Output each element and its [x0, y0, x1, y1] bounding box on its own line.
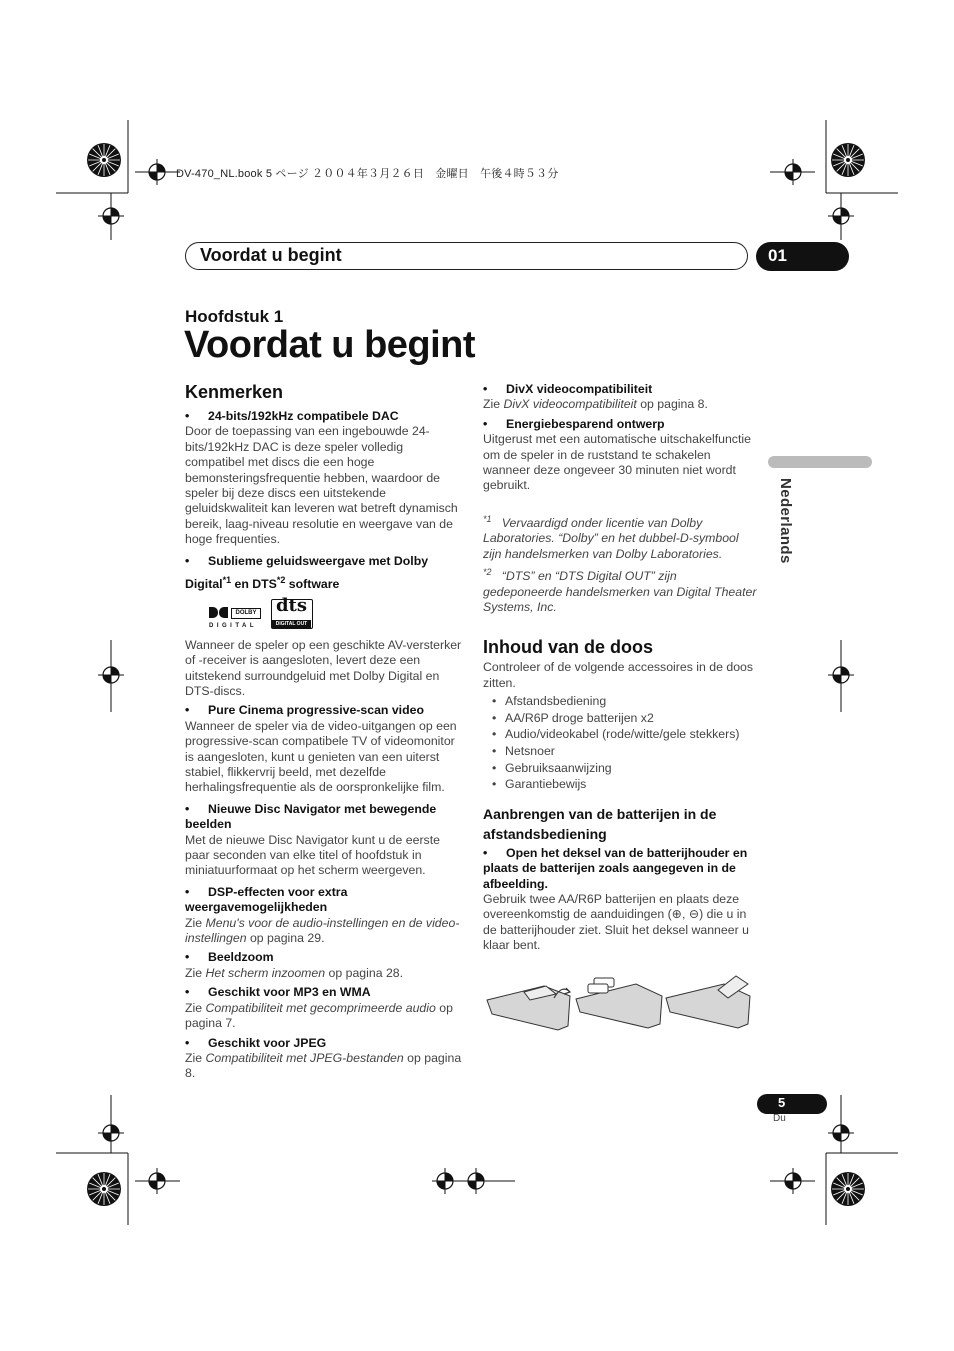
header-title: Voordat u begint — [200, 245, 342, 265]
feature-title: • Geschikt voor MP3 en WMA — [185, 985, 371, 1000]
list-item: • Gebruiksaanwijzing — [492, 760, 612, 775]
language-tab — [768, 456, 872, 468]
feature-body: Uitgerust met een automatische uitschakelfunctie om de speler in de ruststand te schakelen wanneer deze ongeveer 30 minuten niet wordt gebruikt. — [483, 432, 751, 493]
dts-logo: dts DIGITAL OUT — [271, 599, 313, 629]
list-item: • Netsnoer — [492, 744, 555, 759]
right-column — [483, 379, 758, 954]
list-item: • Afstandsbediening — [492, 694, 607, 709]
box-contents-heading: Inhoud van de doos — [483, 637, 653, 658]
feature-title: • Geschikt voor JPEG — [185, 1035, 327, 1050]
language-label: Nederlands — [777, 478, 794, 564]
feature-title: • DivX videocompatibiliteit — [483, 382, 653, 396]
feature-body: Wanneer de speler via de video-uitgangen op een progressive-scan compatibele TV of videomonitor is aangesloten, kunt u genieten van een uiterst stabiel, flikkervrij beeld, met dezelfde herhalingsfrequentie als de oorspronkelijke film. — [185, 718, 457, 795]
logo-row — [185, 594, 463, 635]
dolby-digital-logo: DOLBY DIGITAL — [209, 607, 261, 627]
feature-title: • DSP-effecten voor extra weergavemogelijkheden — [185, 884, 348, 915]
feature-body: Wanneer de speler op een geschikte AV-versterker of -receiver is aangesloten, levert deze een uitstekend surroundgeluid met Dolby Digital en DTS-discs. — [185, 637, 462, 698]
feature-body: Door de toepassing van een ingebouwde 24-bits/192kHz DAC is deze speler volledig compatibel met discs die een hoge bemonsteringsfrequentie hebben, waardoor de speler bij deze discs een uitstekende geluidskwaliteit kan leveren wat betreft dynamisch bereik, laag-niveau resolutie en weergave van de hoge frequenties. — [185, 424, 458, 547]
box-contents-intro: Controleer of de volgende accessoires in de doos zitten. — [483, 660, 754, 690]
feature-title: • 24-bits/192kHz compatibele DAC — [185, 409, 399, 423]
feature-body: Zie Menu's voor de audio-instellingen en de video-instellingen op pagina 29. — [185, 915, 460, 946]
page-number-pill — [757, 1094, 827, 1114]
feature-title: • Beeldzoom — [185, 950, 274, 965]
feature-title: • Pure Cinema progressive-scan video — [185, 703, 424, 718]
feature-title: • Energiebesparend ontwerp — [483, 416, 665, 431]
footnotes — [483, 512, 758, 616]
list-item: • Audio/videokabel (rode/witte/gele stekkers) — [492, 727, 740, 742]
feature-title: • Sublieme geluidsweergave met Dolby Digital$^{*1}$ en DTS$^{*2}$ software — [185, 553, 429, 591]
feature-body: Zie DivX videocompatibiliteit op pagina 8. — [483, 397, 708, 412]
feature-body: Met de nieuwe Disc Navigator kunt u de eerste paar seconden van elke titel of hoofdstuk in miniatuurformaat op het scherm weergeven. — [185, 832, 440, 878]
page-number: 5 — [778, 1095, 786, 1110]
features-heading: Kenmerken — [185, 382, 284, 402]
page-title: Voordat u begint — [184, 324, 476, 366]
feature-body: Zie Compatibiliteit met JPEG-bestanden op pagina 8. — [185, 1050, 462, 1081]
footnote: $^{*2}$ “DTS” en “DTS Digital OUT” zijn gedeponeerde handelsmerken van Digital Theater Systems, Inc. — [483, 567, 757, 615]
battery-illustration — [484, 972, 756, 1034]
box-contents-list — [483, 693, 758, 793]
chapter-label: Hoofdstuk 1 — [185, 307, 284, 326]
page-language-code: Du — [773, 1113, 786, 1124]
list-item: • Garantiebewijs — [492, 777, 587, 792]
batteries-step: • Open het deksel van de batterijhouder en plaats de batterijen zoals aangegeven in de afbeelding. — [483, 845, 748, 891]
footnote: $^{*1}$ Vervaardigd onder licentie van Dolby Laboratories. “Dolby” en het dubbel-D-symbool zijn handelsmerken van Dolby Laboratories. — [483, 513, 739, 561]
list-item: • AA/R6P droge batterijen x2 — [492, 710, 654, 725]
batteries-body: Gebruik twee AA/R6P batterijen en plaats deze overeenkomstig de aanduidingen (⊕, ⊖) die u in de batterijhouder ziet. Sluit het deksel wanneer u klaar bent. — [483, 892, 749, 953]
batteries-heading: Aanbrengen van de batterijen in de afstandsbediening — [483, 805, 717, 842]
feature-title: • Nieuwe Disc Navigator met bewegende beelden — [185, 801, 437, 832]
book-header: DV-470_NL.book 5 ページ ２００４年３月２６日 金曜日 午後４時５３分 — [176, 168, 559, 180]
feature-body: Zie Compatibiliteit met gecomprimeerde audio op pagina 7. — [185, 1000, 453, 1031]
feature-body: Zie Het scherm inzoomen op pagina 28. — [185, 965, 404, 980]
chapter-number: 01 — [768, 246, 787, 265]
left-column — [185, 381, 463, 1082]
